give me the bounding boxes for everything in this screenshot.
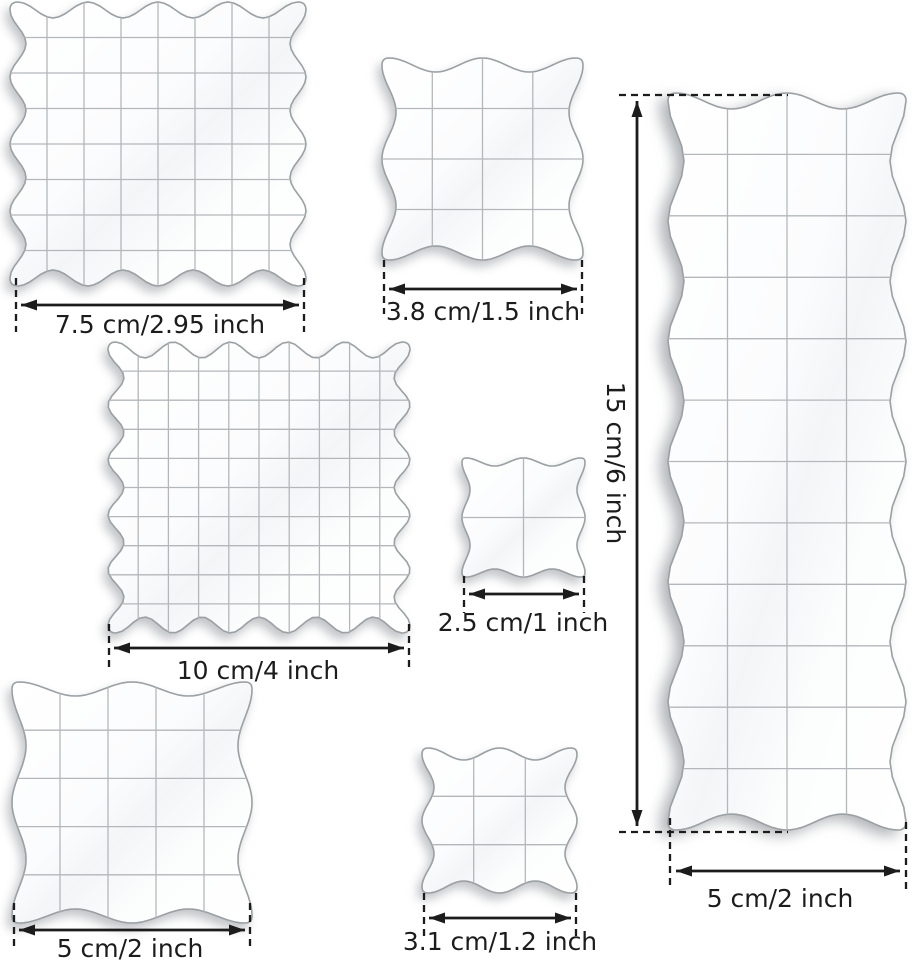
stamp-block-2-5cm bbox=[462, 458, 585, 577]
stamp-block-3-8cm bbox=[382, 58, 583, 260]
dimension-label: 5 cm/2 inch bbox=[706, 884, 854, 913]
dimension-label: 3.8 cm/1.5 inch bbox=[385, 297, 581, 326]
stamp-block-5cm bbox=[12, 682, 252, 923]
block-outline bbox=[12, 682, 252, 923]
dimension-label: 2.5 cm/1 inch bbox=[437, 608, 609, 637]
dimension-7-5cm bbox=[16, 278, 304, 339]
dimension-label: 7.5 cm/2.95 inch bbox=[54, 310, 266, 339]
dimension-3-1cm bbox=[403, 893, 597, 956]
dimension-2-5cm bbox=[438, 576, 608, 637]
stamp-block-3-1cm bbox=[422, 748, 577, 893]
dimension-label: 10 cm/4 inch bbox=[176, 656, 340, 685]
stamp-block-15cm-rectangle bbox=[668, 93, 906, 830]
dimension-label: 5 cm/2 inch bbox=[56, 934, 204, 960]
dimension-3-8cm bbox=[384, 260, 582, 326]
dimension-label-vertical: 15 cm/6 inch bbox=[601, 381, 630, 545]
stamp-block-10cm bbox=[108, 342, 410, 633]
dimension-10cm bbox=[109, 624, 409, 685]
dimension-label: 3.1 cm/1.2 inch bbox=[402, 927, 598, 956]
block-outline bbox=[422, 748, 577, 893]
stamp-block-7-5cm bbox=[10, 2, 306, 286]
